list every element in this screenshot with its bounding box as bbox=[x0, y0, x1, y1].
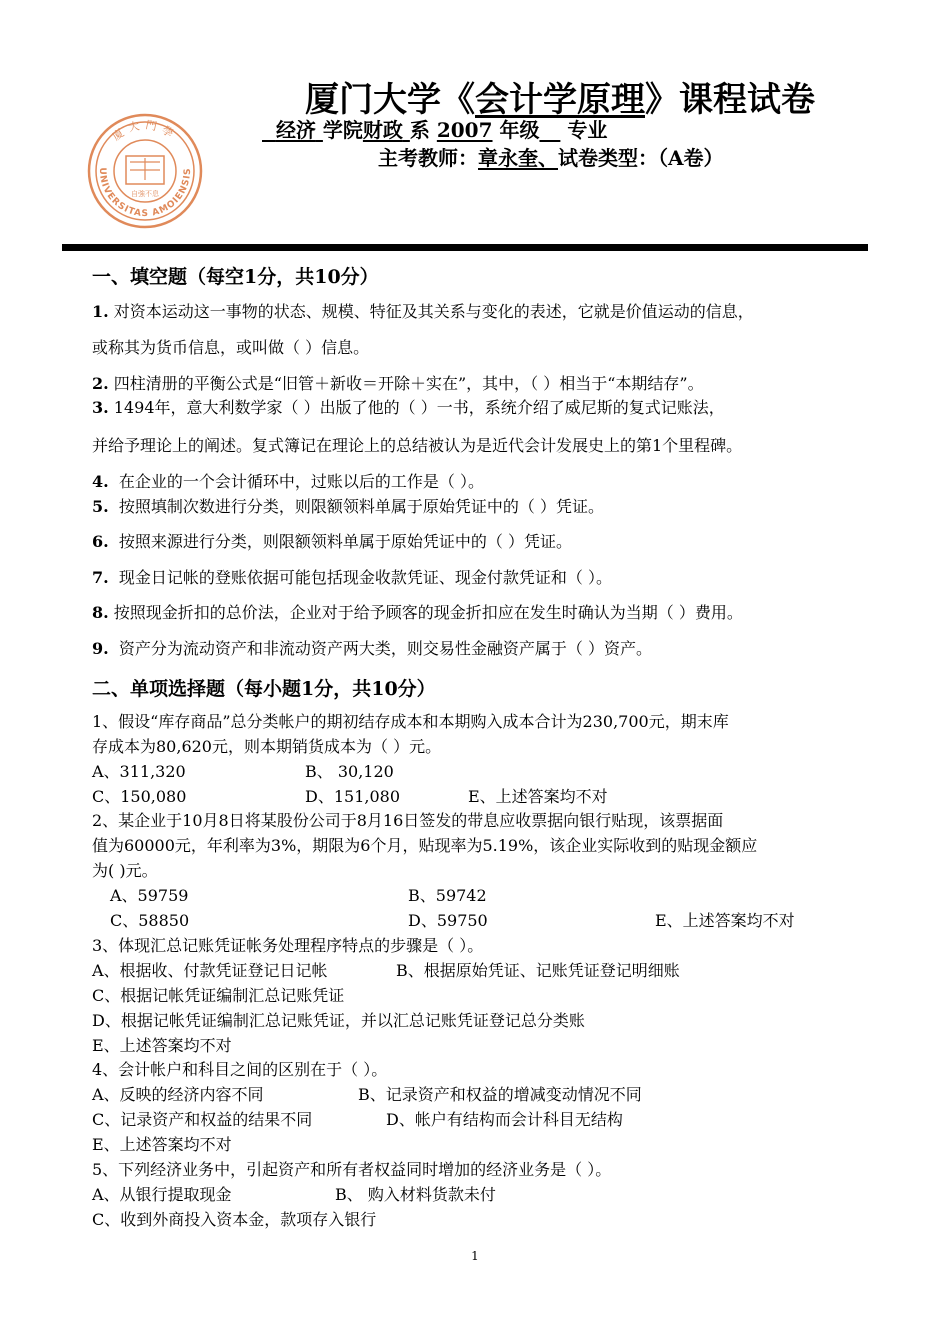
option-4d: D、帐户有结构而会计科目无结构 bbox=[386, 1110, 623, 1129]
header-divider bbox=[62, 244, 868, 251]
fill-question-7: 7. 现金日记帐的登账依据可能包括现金收款凭证、现金付款凭证和（ ）。 bbox=[92, 568, 612, 587]
option-2d: D、59750 bbox=[408, 911, 488, 930]
choice-question-1: 1、假设“库存商品”总分类帐户的期初结存成本和本期购入成本合计为230,700元，期末库 bbox=[92, 712, 729, 731]
fill-question-9: 9. 资产分为流动资产和非流动资产两大类，则交易性金融资产属于（ ）资产。 bbox=[92, 639, 652, 658]
option-1b: B、 30,120 bbox=[305, 762, 394, 781]
option-2c: C、58850 bbox=[110, 911, 190, 930]
option-1a: A、311,320 bbox=[92, 762, 186, 781]
examiner-line: 主考教师：章永奎、试卷类型：（A卷） bbox=[378, 146, 724, 170]
option-5a: A、从银行提取现金 bbox=[92, 1185, 232, 1204]
section1-heading: 一、填空题（每空1分，共10分） bbox=[92, 266, 379, 288]
option-5c: C、收到外商投入资本金，款项存入银行 bbox=[92, 1210, 377, 1229]
option-1e: E、上述答案均不对 bbox=[468, 787, 608, 806]
option-4a: A、反映的经济内容不同 bbox=[92, 1085, 264, 1104]
fill-question-4: 4. 在企业的一个会计循环中，过账以后的工作是（ ）。 bbox=[92, 472, 484, 491]
title-suffix: 》课程试卷 bbox=[645, 80, 815, 120]
fill-question-8: 8. 按照现金折扣的总价法，企业对于给予顾客的现金折扣应在发生时确认为当期（ ）费用。 bbox=[92, 603, 743, 622]
section2-heading: 二、单项选择题（每小题1分，共10分） bbox=[92, 678, 436, 700]
option-5b: B、 购入材料货款未付 bbox=[335, 1185, 496, 1204]
course-name: 会计学原理 bbox=[475, 80, 645, 120]
teacher-name: 章永奎、 bbox=[478, 146, 558, 170]
fill-question-2: 2. 四柱清册的平衡公式是“旧管＋新收＝开除＋实在”，其中，（ ）相当于“本期结存”。 bbox=[92, 374, 704, 393]
option-2b: B、59742 bbox=[408, 886, 487, 905]
option-1d: D、151,080 bbox=[305, 787, 400, 806]
fill-question-5: 5. 按照填制次数进行分类，则限额领料单属于原始凭证中的（ ）凭证。 bbox=[92, 497, 604, 516]
option-3b: B、根据原始凭证、记账凭证登记明细账 bbox=[396, 961, 680, 980]
choice-question-1-cont: 存成本为80,620元，则本期销货成本为（ ）元。 bbox=[92, 737, 442, 756]
seal-ring-text: UNIVERSITAS AMOIENSIS bbox=[96, 167, 194, 220]
university-seal bbox=[86, 112, 204, 230]
seal-center-text: 自強不息 bbox=[131, 190, 159, 198]
fill-question-6: 6. 按照来源进行分类，则限额领料单属于原始凭证中的（ ）凭证。 bbox=[92, 532, 572, 551]
choice-question-2-cont2: 为( )元。 bbox=[92, 861, 158, 880]
college-blank: 经济 bbox=[275, 118, 316, 142]
option-4c: C、记录资产和权益的结果不同 bbox=[92, 1110, 313, 1129]
choice-question-2: 2、某企业于10月8日将某股份公司于8月16日签发的带息应收票据向银行贴现，该票据面 bbox=[92, 811, 724, 830]
option-4b: B、记录资产和权益的增减变动情况不同 bbox=[358, 1085, 642, 1104]
choice-question-4: 4、会计帐户和科目之间的区别在于（ ）。 bbox=[92, 1060, 388, 1079]
fill-question-3-cont: 并给予理论上的阐述。复式簿记在理论上的总结被认为是近代会计发展史上的第1个里程碑。 bbox=[92, 436, 743, 455]
option-2e: E、上述答案均不对 bbox=[655, 911, 795, 930]
option-2a: A、59759 bbox=[110, 886, 189, 905]
option-4e: E、上述答案均不对 bbox=[92, 1135, 232, 1154]
option-3a: A、根据收、付款凭证登记日记帐 bbox=[92, 961, 328, 980]
option-3c: C、根据记帐凭证编制汇总记账凭证 bbox=[92, 986, 345, 1005]
grade-blank: 2007 bbox=[436, 118, 493, 142]
choice-question-5: 5、下列经济业务中，引起资产和所有者权益同时增加的经济业务是（ ）。 bbox=[92, 1160, 612, 1179]
fill-question-3: 3. 1494年，意大利数学家（ ）出版了他的（ ）一书，系统介绍了威尼斯的复式记账法， bbox=[92, 398, 725, 417]
choice-question-3: 3、体现汇总记账凭证帐务处理程序特点的步骤是（ ）。 bbox=[92, 936, 484, 955]
department-line: 经济 学院财政 系 2007 年级 专业 bbox=[262, 114, 607, 143]
paper-type: 试卷类型：（A卷） bbox=[558, 146, 724, 170]
option-1c: C、150,080 bbox=[92, 787, 187, 806]
page-number: 1 bbox=[471, 1249, 479, 1263]
option-3d: D、根据记帐凭证编制汇总记账凭证，并以汇总记账凭证登记总分类账 bbox=[92, 1011, 585, 1030]
seal-top-text: 廈大門學 bbox=[110, 118, 180, 144]
fill-question-1: 1. 对资本运动这一事物的状态、规模、特征及其关系与变化的表述，它就是价值运动的信息， bbox=[92, 302, 754, 321]
fill-question-1-cont: 或称其为货币信息，或叫做（ ）信息。 bbox=[92, 338, 370, 357]
department-blank: 财政 bbox=[362, 118, 403, 142]
choice-question-2-cont: 值为60000元，年利率为3%，期限为6个月，贴现率为5.19%，该企业实际收到的贴现金额应 bbox=[92, 836, 758, 855]
title-prefix: 厦门大学《 bbox=[305, 80, 475, 120]
option-3e: E、上述答案均不对 bbox=[92, 1036, 232, 1055]
